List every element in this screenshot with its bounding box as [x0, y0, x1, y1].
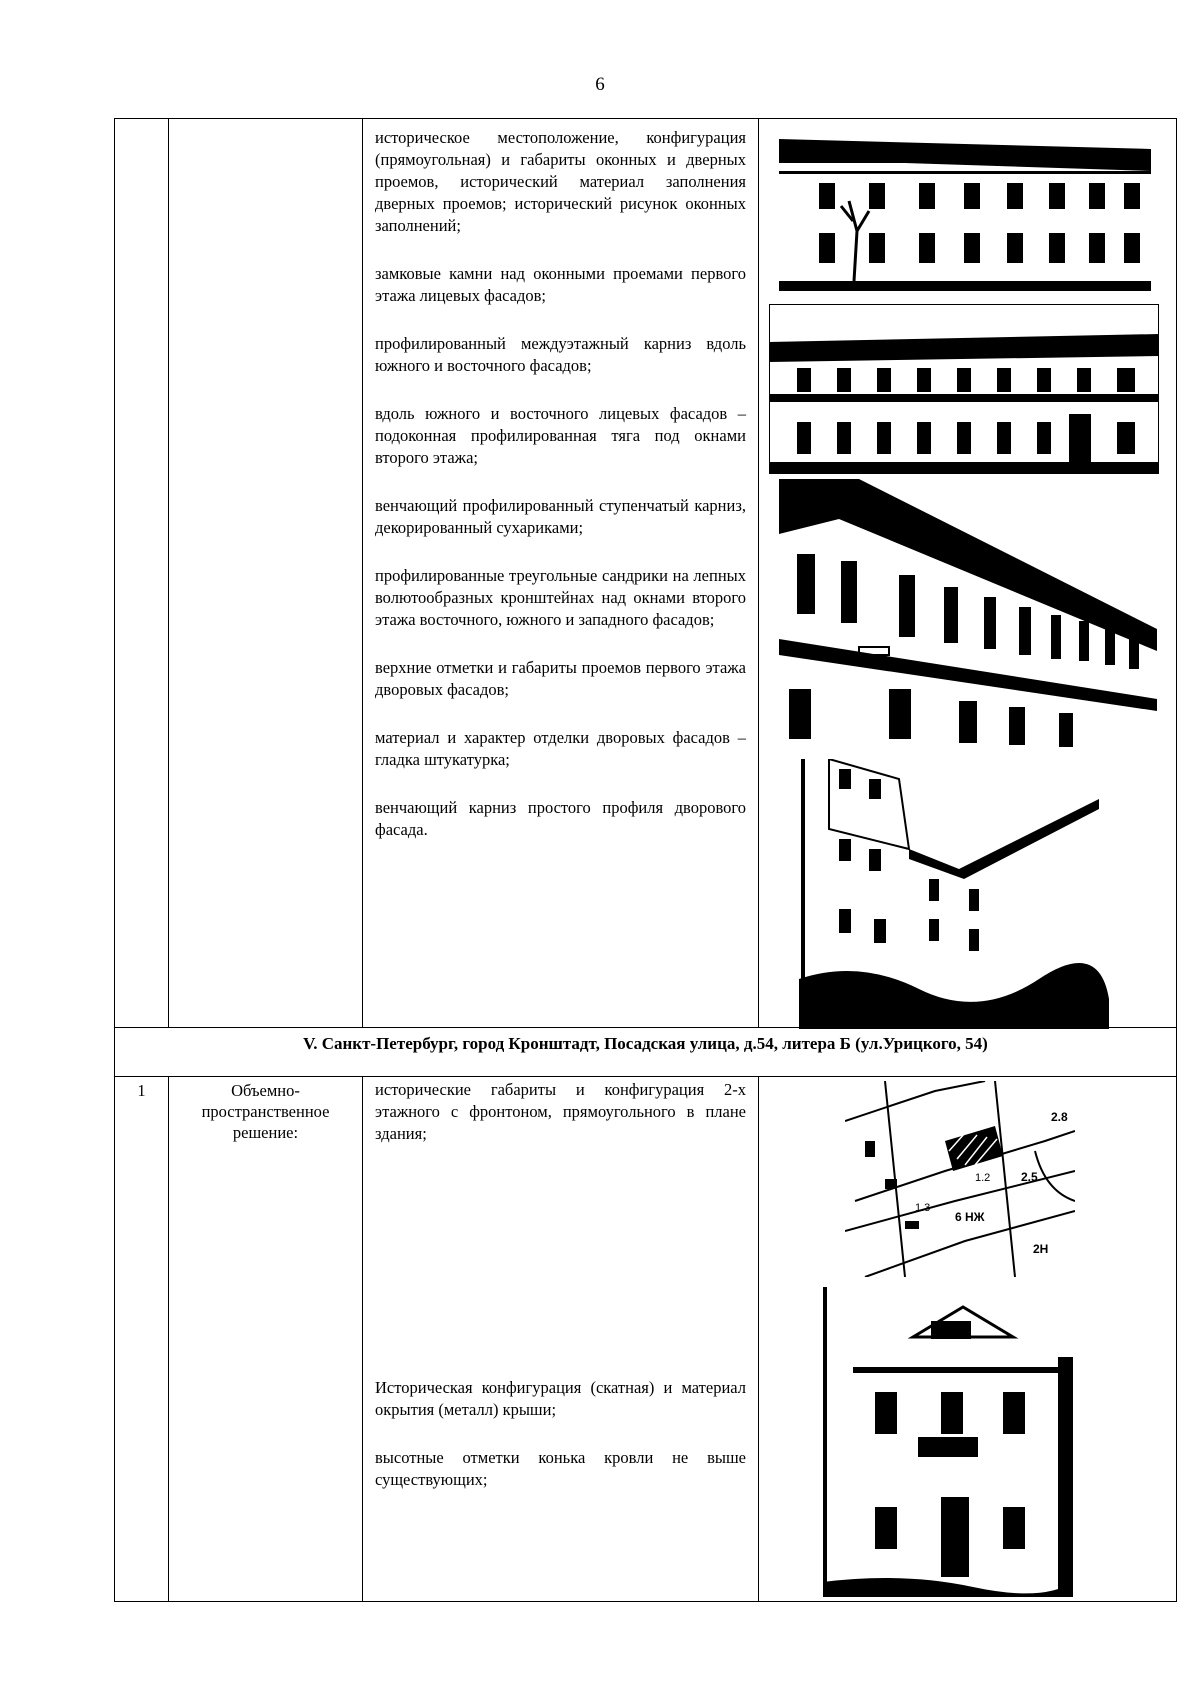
map-label: 1.2 [975, 1172, 991, 1184]
table-row [115, 1077, 1177, 1602]
photo-cell [759, 119, 1177, 1028]
description-text [363, 119, 758, 841]
building-photo [823, 1287, 1073, 1597]
table-row [115, 119, 1177, 1028]
map-label: 1.3 [915, 1202, 931, 1214]
map-label: 6 НЖ [955, 1210, 985, 1224]
page-number: 6 [595, 74, 605, 95]
row-label: Объемно-пространственное решение: [201, 1081, 330, 1142]
facade-photo-3 [779, 479, 1157, 749]
map-label: 2Н [1033, 1242, 1049, 1256]
list-item: профилированные треугольные сандрики на лепных волютообразных кронштейнах над окнами второго этажа восточного, южного и западного фасадов; [375, 566, 746, 629]
list-item: профилированный междуэтажный карниз вдоль южного и восточного фасадов; [375, 334, 746, 375]
map-label: 2.8 [1051, 1110, 1068, 1124]
description-cell [363, 119, 759, 1028]
site-plan-map [845, 1081, 1075, 1277]
number-cell [115, 1077, 169, 1602]
list-item: высотные отметки конька кровли не выше существующих; [375, 1448, 746, 1489]
list-item: Историческая конфигурация (скатная) и материал окрытия (металл) крыши; [375, 1378, 746, 1419]
list-item: замковые камни над оконными проемами первого этажа лицевых фасадов; [375, 264, 746, 305]
courtyard-photo [799, 759, 1109, 1029]
map-label: 2.5 [1021, 1170, 1038, 1184]
list-item: верхние отметки и габариты проемов первого этажа дворовых фасадов; [375, 658, 746, 699]
list-item: исторические габариты и конфигурация 2-х этажного с фронтоном, прямоугольного в плане здания; [375, 1080, 746, 1143]
table-row [115, 1028, 1177, 1077]
facade-photo-2 [769, 304, 1159, 474]
list-item: венчающий карниз простого профиля дворового фасада. [375, 798, 746, 839]
protection-subject-table [114, 118, 1177, 1602]
row-number: 1 [137, 1081, 146, 1100]
label-cell [169, 1077, 363, 1602]
list-item: вдоль южного и восточного лицевых фасадов – подоконная профилированная тяга под окнами второго этажа; [375, 404, 746, 467]
list-item: историческое местоположение, конфигурация (прямоугольная) и габариты оконных и дверных проемов, исторический материал заполнения дверных проемов; исторический рисунок оконных заполнений; [375, 128, 746, 235]
description-cell [363, 1077, 759, 1602]
facade-photo-1 [779, 131, 1151, 291]
number-cell [115, 119, 169, 1028]
label-cell [169, 119, 363, 1028]
list-item: материал и характер отделки дворовых фасадов – гладка штукатурка; [375, 728, 746, 769]
section-heading-cell [115, 1028, 1177, 1077]
list-item: венчающий профилированный ступенчатый карниз, декорированный сухариками; [375, 496, 746, 537]
section-title: V. Санкт-Петербург, город Кронштадт, Посадская улица, д.54, литера Б (ул.Урицкого, 54) [303, 1034, 988, 1053]
description-text [363, 1077, 758, 1491]
photo-cell [759, 1077, 1177, 1602]
